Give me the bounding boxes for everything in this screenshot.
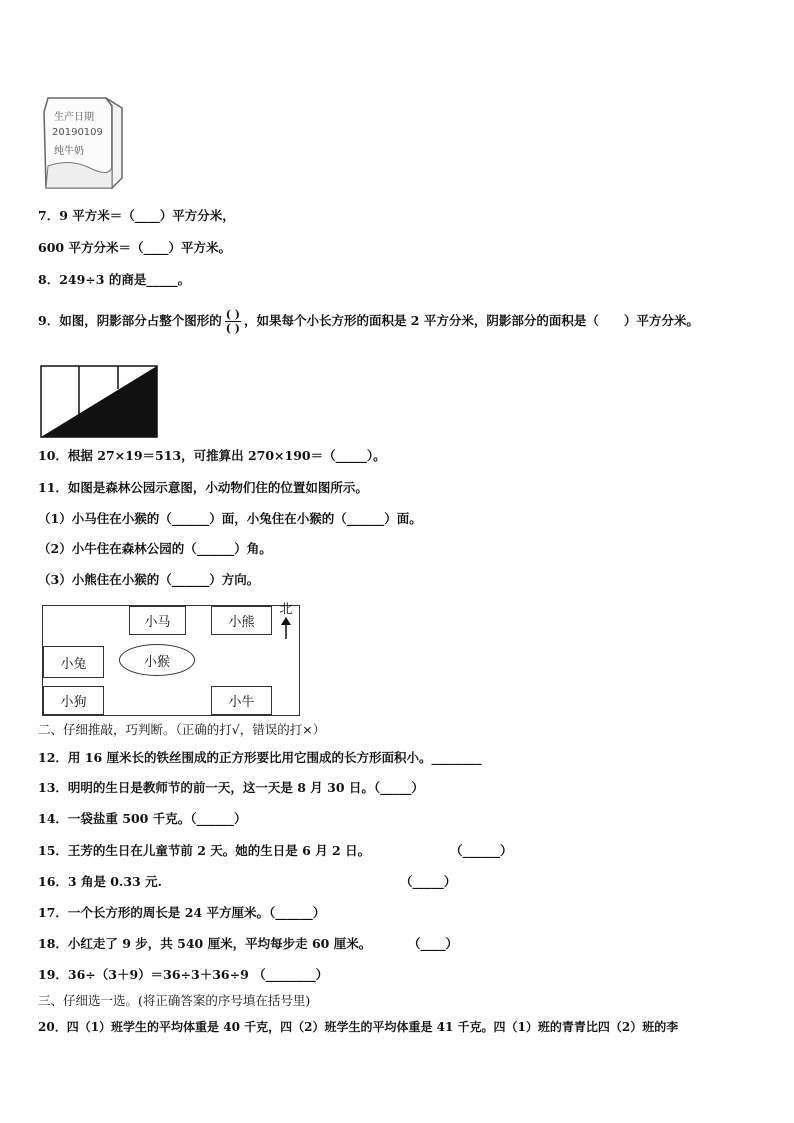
forest-park-map [42,605,300,716]
milk-carton-image [40,92,126,192]
question-11: 11．如图是森林公园示意图，小动物们住的位置如图所示。 [38,480,368,495]
carton-date: 20190109 [52,127,103,138]
question-15: 15．王芳的生日在儿童节前 2 天。她的生日是 6 月 2 日。 [38,843,371,858]
question-9 [38,306,699,336]
question-19: 19．36÷（3＋9）＝36÷3＋36÷9 （________） [38,967,329,982]
north-label: 北 [279,602,293,617]
question-9-prefix: 9．如图，阴影部分占整个图形的 [38,313,222,328]
section-2-heading: 二、仔细推敲，巧判断。（正确的打√，错误的打×） [38,722,326,737]
map-monkey-ellipse: 小猴 [119,644,195,676]
map-cow-box: 小牛 [211,686,272,715]
section-3-heading: 三、仔细选一选。(将正确答案的序号填在括号里) [38,993,311,1008]
question-17: 17．一个长方形的周长是 24 平方厘米。（______） [38,905,326,920]
north-indicator [276,598,296,643]
question-12: 12．用 16 厘米长的铁丝围成的正方形要比用它围成的长方形面积小。________ [38,750,482,765]
carton-production-date-label: 生产日期 [54,112,94,123]
shaded-rectangle-figure [40,365,160,440]
map-dog-box: 小狗 [43,686,104,715]
map-bear-box: 小熊 [211,606,272,635]
question-14: 14．一袋盐重 500 千克。（______） [38,811,247,826]
question-9-fraction [225,308,241,335]
question-20: 20．四（1）班学生的平均体重是 40 千克，四（2）班学生的平均体重是 41 千克。四（1）班的青青比四（2）班的李 [38,1020,679,1034]
fraction-denominator: ( ) [225,322,240,335]
question-9-suffix: ，如果每个小长方形的面积是 2 平方分米，阴影部分的面积是（ ）平方分米。 [243,313,699,328]
map-horse-box: 小马 [129,606,186,635]
question-7a: 7．9 平方米＝（____）平方分米， [38,208,235,223]
question-11-2: （2）小牛住在森林公园的（______）角。 [38,541,272,556]
question-16-blank: （_____） [400,874,457,889]
question-11-1: （1）小马住在小猴的（______）面，小兔住在小猴的（______）面。 [38,511,422,526]
north-arrow-icon [279,617,293,639]
question-15-blank: （______） [450,843,513,858]
carton-product-name: 纯牛奶 [54,146,84,157]
question-18: 18．小红走了 9 步，共 540 厘米，平均每步走 60 厘米。 [38,936,372,951]
question-7b: 600 平方分米＝（____）平方米。 [38,240,231,255]
question-18-blank: （____） [408,936,459,951]
question-8: 8．249÷3 的商是_____。 [38,272,191,287]
question-11-3: （3）小熊住在小猴的（______）方向。 [38,572,260,587]
question-16: 16．3 角是 0.33 元. [38,874,162,889]
question-10: 10．根据 27×19＝513，可推算出 270×190＝（_____）。 [38,448,386,463]
question-13: 13．明明的生日是教师节的前一天，这一天是 8 月 30 日。（_____） [38,780,424,795]
fraction-numerator: ( ) [225,308,240,321]
map-rabbit-box: 小兔 [43,646,104,678]
